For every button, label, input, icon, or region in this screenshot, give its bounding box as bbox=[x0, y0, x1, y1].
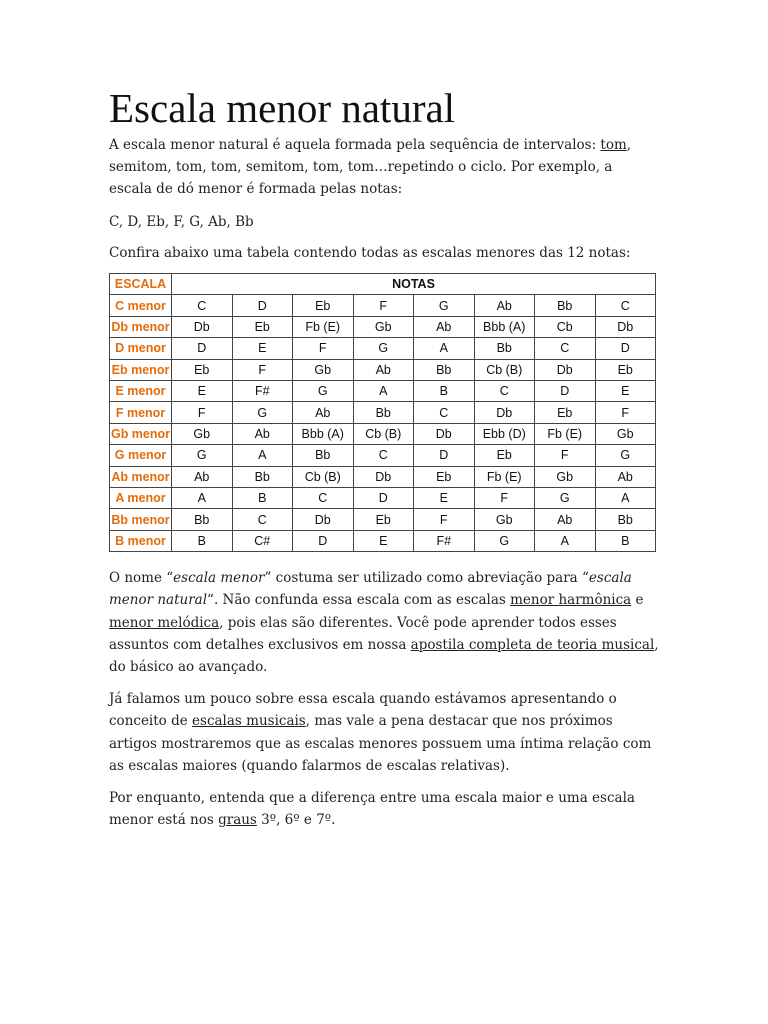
note-cell: Gb bbox=[353, 316, 414, 337]
note-cell: Bb bbox=[293, 445, 354, 466]
note-cell: G bbox=[353, 338, 414, 359]
note-cell: Bb bbox=[474, 338, 535, 359]
link-tom[interactable]: tom bbox=[600, 137, 627, 153]
note-cell: Ab bbox=[414, 316, 475, 337]
header-notas: NOTAS bbox=[172, 274, 656, 295]
note-cell: A bbox=[172, 487, 233, 508]
table-row bbox=[110, 316, 656, 337]
table-row bbox=[110, 338, 656, 359]
scale-name-cell: Eb menor bbox=[110, 359, 172, 380]
note-cell: B bbox=[414, 380, 475, 401]
minor-scales-table bbox=[109, 273, 656, 552]
link-apostila[interactable]: apostila completa de teoria musical bbox=[410, 636, 655, 653]
note-cell: Ab bbox=[474, 295, 535, 316]
note-cell: Fb (E) bbox=[535, 423, 596, 444]
note-cell: Eb bbox=[595, 359, 656, 380]
note-cell: F bbox=[293, 338, 354, 359]
table-row bbox=[110, 509, 656, 530]
note-cell: Gb bbox=[535, 466, 596, 487]
note-cell: F bbox=[353, 295, 414, 316]
note-cell: G bbox=[474, 530, 535, 551]
note-cell: G bbox=[172, 445, 233, 466]
note-cell: Db bbox=[474, 402, 535, 423]
note-cell: C bbox=[293, 487, 354, 508]
note-cell: Db bbox=[353, 466, 414, 487]
note-cell: Bb bbox=[595, 509, 656, 530]
note-cell: Db bbox=[535, 359, 596, 380]
note-cell: Ab bbox=[353, 359, 414, 380]
note-cell: F bbox=[535, 445, 596, 466]
note-cell: C bbox=[172, 295, 233, 316]
note-cell: Bb bbox=[172, 509, 233, 530]
note-cell: E bbox=[353, 530, 414, 551]
note-cell: Fb (E) bbox=[293, 316, 354, 337]
note-cell: Eb bbox=[293, 295, 354, 316]
note-cell: F bbox=[474, 487, 535, 508]
table-row bbox=[110, 466, 656, 487]
note-cell: D bbox=[595, 338, 656, 359]
scale-name-cell: G menor bbox=[110, 445, 172, 466]
note-cell: G bbox=[232, 402, 293, 423]
note-cell: Bbb (A) bbox=[474, 316, 535, 337]
note-cell: Ab bbox=[595, 466, 656, 487]
scale-name-cell: Bb menor bbox=[110, 509, 172, 530]
note-cell: Eb bbox=[172, 359, 233, 380]
table-row bbox=[110, 359, 656, 380]
note-cell: Bb bbox=[414, 359, 475, 380]
note-cell: Eb bbox=[232, 316, 293, 337]
note-cell: Fb (E) bbox=[474, 466, 535, 487]
note-cell: C bbox=[474, 380, 535, 401]
scale-name-cell: A menor bbox=[110, 487, 172, 508]
note-cell: Ab bbox=[172, 466, 233, 487]
table-body bbox=[110, 295, 656, 552]
note-cell: Db bbox=[293, 509, 354, 530]
note-cell: D bbox=[535, 380, 596, 401]
note-cell: Ab bbox=[293, 402, 354, 423]
note-cell: F# bbox=[414, 530, 475, 551]
note-cell: D bbox=[232, 295, 293, 316]
link-menor-melodica[interactable]: menor melódica bbox=[109, 614, 220, 631]
note-cell: A bbox=[595, 487, 656, 508]
example-notes: C, D, Eb, F, G, Ab, Bb bbox=[109, 213, 254, 230]
note-cell: C bbox=[353, 445, 414, 466]
note-cell: B bbox=[595, 530, 656, 551]
note-cell: C bbox=[414, 402, 475, 423]
table-row bbox=[110, 402, 656, 423]
table-row bbox=[110, 487, 656, 508]
note-cell: A bbox=[414, 338, 475, 359]
note-cell: Gb bbox=[595, 423, 656, 444]
article-content bbox=[109, 86, 659, 831]
note-cell: G bbox=[414, 295, 475, 316]
table-header-row bbox=[110, 274, 656, 295]
note-cell: G bbox=[293, 380, 354, 401]
table-row bbox=[110, 423, 656, 444]
table-intro: Confira abaixo uma tabela contendo todas as escalas menores das 12 notas: bbox=[109, 244, 631, 261]
note-cell: E bbox=[172, 380, 233, 401]
table-row bbox=[110, 380, 656, 401]
note-cell: Ab bbox=[232, 423, 293, 444]
note-cell: D bbox=[293, 530, 354, 551]
note-cell: Db bbox=[172, 316, 233, 337]
scale-name-cell: B menor bbox=[110, 530, 172, 551]
note-cell: Cb (B) bbox=[293, 466, 354, 487]
note-cell: F bbox=[232, 359, 293, 380]
scale-name-cell: Db menor bbox=[110, 316, 172, 337]
header-escala: ESCALA bbox=[110, 274, 172, 295]
note-cell: Bb bbox=[535, 295, 596, 316]
note-cell: Eb bbox=[414, 466, 475, 487]
note-cell: Eb bbox=[353, 509, 414, 530]
note-cell: A bbox=[535, 530, 596, 551]
note-cell: Ab bbox=[535, 509, 596, 530]
link-menor-harmonica[interactable]: menor harmônica bbox=[510, 592, 632, 609]
table-row bbox=[110, 295, 656, 316]
note-cell: Cb (B) bbox=[474, 359, 535, 380]
note-cell: A bbox=[232, 445, 293, 466]
note-cell: Gb bbox=[172, 423, 233, 444]
paragraph-enquanto: Por enquanto, entenda que a diferença entre uma escala maior e uma escala menor está nos graus 3º, 6º e 7º. bbox=[109, 789, 635, 829]
note-cell: Db bbox=[595, 316, 656, 337]
note-cell: B bbox=[232, 487, 293, 508]
link-graus[interactable]: graus bbox=[218, 812, 257, 829]
note-cell: Cb bbox=[535, 316, 596, 337]
table-row bbox=[110, 530, 656, 551]
note-cell: Eb bbox=[535, 402, 596, 423]
note-cell: Ebb (D) bbox=[474, 423, 535, 444]
note-cell: Gb bbox=[293, 359, 354, 380]
note-cell: C bbox=[232, 509, 293, 530]
note-cell: F# bbox=[232, 380, 293, 401]
scale-name-cell: Ab menor bbox=[110, 466, 172, 487]
note-cell: Eb bbox=[474, 445, 535, 466]
note-cell: Bbb (A) bbox=[293, 423, 354, 444]
scale-name-cell: D menor bbox=[110, 338, 172, 359]
note-cell: F bbox=[414, 509, 475, 530]
note-cell: D bbox=[414, 445, 475, 466]
page-title: Escala menor natural bbox=[109, 85, 456, 131]
note-cell: E bbox=[414, 487, 475, 508]
note-cell: Cb (B) bbox=[353, 423, 414, 444]
note-cell: C# bbox=[232, 530, 293, 551]
table-row bbox=[110, 445, 656, 466]
note-cell: D bbox=[353, 487, 414, 508]
note-cell: F bbox=[595, 402, 656, 423]
scale-name-cell: Gb menor bbox=[110, 423, 172, 444]
note-cell: Gb bbox=[474, 509, 535, 530]
note-cell: Db bbox=[414, 423, 475, 444]
intro-paragraph: A escala menor natural é aquela formada pela sequência de intervalos: tom, semitom, tom, tom, semitom, tom, tom…repetindo o ciclo. Por exemplo, a escala de dó menor é formada pelas notas: bbox=[109, 137, 632, 198]
note-cell: D bbox=[172, 338, 233, 359]
note-cell: C bbox=[535, 338, 596, 359]
note-cell: B bbox=[172, 530, 233, 551]
scale-name-cell: F menor bbox=[110, 402, 172, 423]
scale-name-cell: E menor bbox=[110, 380, 172, 401]
note-cell: A bbox=[353, 380, 414, 401]
note-cell: G bbox=[595, 445, 656, 466]
link-escalas-musicais[interactable]: escalas musicais bbox=[192, 713, 306, 730]
note-cell: Bb bbox=[353, 402, 414, 423]
note-cell: F bbox=[172, 402, 233, 423]
note-cell: E bbox=[232, 338, 293, 359]
paragraph-nome: O nome “escala menor” costuma ser utilizado como abreviação para “escala menor natural“. Não confunda essa escala com as escalas menor harmônica e menor melódica, pois elas são diferentes. Você pode aprender todos esses assuntos com detalhes exclusivos em nossa apostila completa de teoria musical, do básico ao avançado. bbox=[109, 570, 659, 675]
note-cell: G bbox=[535, 487, 596, 508]
scale-name-cell: C menor bbox=[110, 295, 172, 316]
paragraph-falamos: Já falamos um pouco sobre essa escala quando estávamos apresentando o conceito de escalas musicais, mas vale a pena destacar que nos próximos artigos mostraremos que as escalas menores possuem uma íntima relação com as escalas maiores (quando falarmos de escalas relativas). bbox=[109, 691, 652, 774]
note-cell: E bbox=[595, 380, 656, 401]
note-cell: Bb bbox=[232, 466, 293, 487]
note-cell: C bbox=[595, 295, 656, 316]
